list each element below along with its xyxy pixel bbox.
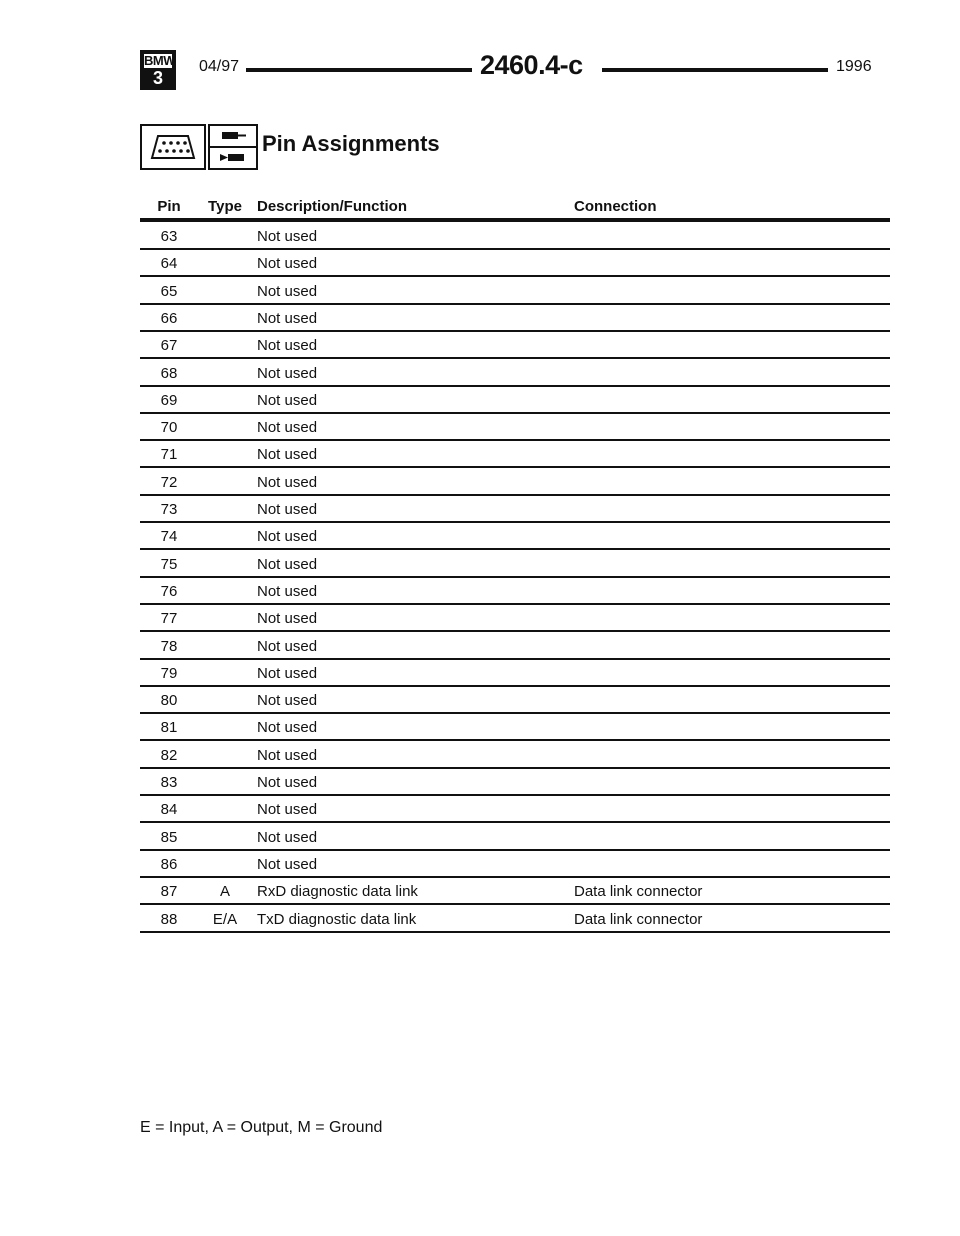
pin-cell: 71	[160, 446, 178, 464]
pin-cell: 88	[160, 910, 178, 928]
description-cell: Not used	[257, 255, 318, 273]
type-cell: E/A	[212, 910, 238, 928]
document-number: 2460.4-c	[480, 50, 583, 80]
pin-cell: 82	[160, 746, 178, 764]
connection-cell: Data link connector	[574, 883, 703, 901]
description-cell: Not used	[257, 746, 318, 764]
pin-cell: 79	[160, 664, 178, 682]
description-cell: Not used	[257, 855, 318, 873]
description-cell: Not used	[257, 228, 318, 245]
column-header-pin: Pin	[157, 198, 181, 215]
pin-cell: 85	[160, 828, 178, 846]
table-row	[140, 659, 890, 686]
description-cell: Not used	[257, 637, 318, 655]
pin-cell: 68	[160, 364, 178, 382]
pin-cell: 72	[160, 473, 178, 491]
table-row	[140, 359, 890, 386]
table-row	[140, 604, 890, 631]
table-row	[140, 468, 890, 495]
column-header-description: Description/Function	[257, 198, 407, 215]
logo-brand-text: BMW	[144, 53, 175, 68]
pin-cell: 66	[160, 309, 178, 327]
table-row	[140, 222, 890, 249]
header-date: 04/97	[199, 58, 240, 75]
description-cell: Not used	[257, 582, 318, 600]
description-cell: Not used	[257, 473, 318, 491]
pin-cell: 69	[160, 391, 178, 409]
table-row	[140, 522, 890, 549]
table-row	[140, 413, 890, 440]
table-row	[140, 495, 890, 522]
pin-cell: 81	[160, 719, 178, 737]
connection-cell: Data link connector	[574, 910, 703, 928]
header-rule-right	[602, 68, 828, 72]
pin-cell: 64	[160, 255, 178, 273]
pin-cell: 86	[160, 855, 178, 873]
pin-cell: 77	[160, 610, 178, 628]
bmw-3-series-logo	[140, 50, 176, 90]
table-row	[140, 768, 890, 795]
table-row	[140, 686, 890, 713]
pin-cell: 63	[160, 228, 178, 245]
pin-cell: 67	[160, 337, 178, 355]
pin-cell: 87	[160, 883, 178, 901]
header-rule-left	[246, 68, 472, 72]
description-cell: Not used	[257, 391, 318, 409]
section-title: Pin Assignments	[262, 131, 440, 156]
description-cell: Not used	[257, 555, 318, 573]
description-cell: Not used	[257, 309, 318, 327]
table-row	[140, 550, 890, 577]
pin-cell: 75	[160, 555, 178, 573]
table-row	[140, 823, 890, 850]
table-row	[140, 331, 890, 358]
description-cell: Not used	[257, 282, 318, 300]
table-row	[140, 850, 890, 877]
table-row	[140, 577, 890, 604]
pin-cell: 74	[160, 528, 178, 546]
table-row	[140, 440, 890, 467]
table-row	[140, 713, 890, 740]
table-row	[140, 795, 890, 822]
description-cell: Not used	[257, 719, 318, 737]
type-legend: E = Input, A = Output, M = Ground	[140, 1119, 383, 1136]
pin-cell: 70	[160, 419, 178, 437]
pin-cell: 78	[160, 637, 178, 655]
description-cell: Not used	[257, 828, 318, 846]
pin-cell: 80	[160, 692, 178, 710]
description-cell: Not used	[257, 664, 318, 682]
table-row	[140, 304, 890, 331]
logo-series-number: 3	[152, 68, 163, 88]
description-cell: Not used	[257, 364, 318, 382]
pin-cell: 83	[160, 774, 178, 791]
table-row	[140, 741, 890, 768]
description-cell: Not used	[257, 446, 318, 464]
description-cell: TxD diagnostic data link	[257, 910, 417, 928]
table-row	[140, 632, 890, 659]
table-row	[140, 386, 890, 413]
pin-cell: 73	[160, 501, 178, 518]
description-cell: Not used	[257, 801, 318, 819]
description-cell: Not used	[257, 528, 318, 546]
pin-cell: 84	[160, 801, 178, 819]
pin-direction-icon	[208, 124, 258, 170]
table-row	[140, 249, 890, 276]
column-header-type: Type	[208, 198, 242, 215]
description-cell: Not used	[257, 610, 318, 628]
pin-cell: 76	[160, 582, 178, 600]
table-row	[140, 905, 890, 932]
description-cell: RxD diagnostic data link	[257, 883, 418, 901]
table-row	[140, 877, 890, 904]
description-cell: Not used	[257, 692, 318, 710]
connector-icon	[140, 124, 206, 170]
type-cell: A	[219, 883, 230, 901]
column-header-connection: Connection	[574, 198, 657, 215]
table-row	[140, 277, 890, 304]
description-cell: Not used	[257, 774, 318, 791]
header-year: 1996	[836, 58, 872, 75]
pin-cell: 65	[160, 282, 178, 300]
description-cell: Not used	[257, 419, 318, 437]
description-cell: Not used	[257, 501, 318, 518]
description-cell: Not used	[257, 337, 318, 355]
